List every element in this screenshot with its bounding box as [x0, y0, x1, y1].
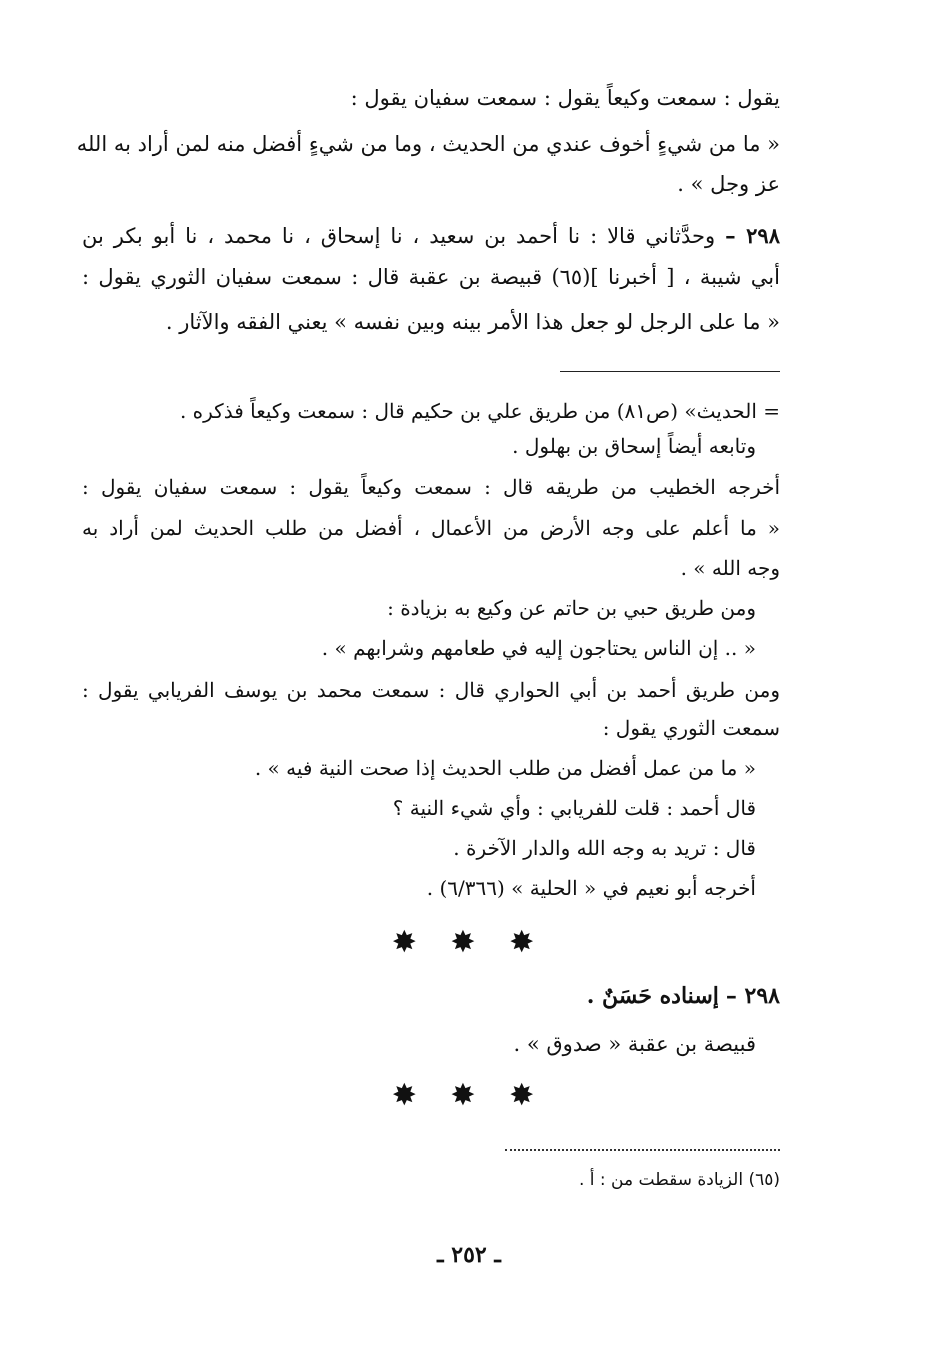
- footnote-dotted-divider: [505, 1149, 780, 1151]
- note-line-6: ومن طريق حبي بن حاتم عن وكيع به بزيادة :: [387, 596, 756, 620]
- footnote-divider: [560, 371, 780, 372]
- entry-number: ٢٩٨ –: [725, 223, 780, 248]
- page-number: ـ ٢٥٢ ـ: [437, 1242, 501, 1268]
- note-line-8: ومن طريق أحمد بن أبي الحواري قال : سمعت محمد بن يوسف الفريابي يقول :: [82, 678, 780, 702]
- note-line-9: سمعت الثوري يقول :: [602, 716, 780, 740]
- grading-text: إسناده حَسَنٌ .: [586, 983, 719, 1009]
- note-line-2: وتابعه أيضاً إسحاق بن بهلول .: [512, 434, 756, 458]
- note-line-12: قال : تريد به وجه الله والدار الآخرة .: [453, 836, 756, 860]
- entry-298-text-1: وحدَّثاني قالا : نا أحمد بن سعيد ، نا إسحاق ، نا محمد ، نا أبو بكر بن: [82, 224, 716, 248]
- note-line-1: = الحديث» (ص٨١) من طريق علي بن حكيم قال : سمعت وكيعاً فذكره .: [179, 399, 780, 423]
- entry-298-line-2: أبي شيبة ، [ أخبرنا ](٦٥) قبيصة بن عقبة قال : سمعت سفيان الثوري يقول :: [82, 265, 780, 289]
- footnote-65: (٦٥) الزيادة سقطت من : أ .: [578, 1170, 780, 1190]
- main-text-line-3: عز وجل » .: [677, 172, 780, 196]
- note-line-3: أخرجه الخطيب من طريقه قال : سمعت وكيعاً يقول : سمعت سفيان يقول :: [82, 475, 780, 499]
- entry-298-line-1: [82, 222, 780, 250]
- note-line-4: « ما أعلم على وجه الأرض من الأعمال ، أفضل من طلب الحديث لمن أراد به: [82, 516, 781, 540]
- grading-detail: قبيصة بن عقبة « صدوق » .: [513, 1032, 756, 1056]
- grading-number: ٢٩٨ –: [725, 983, 780, 1009]
- note-line-5: وجه الله » .: [680, 556, 780, 580]
- main-text-line-2: « ما من شيءٍ أخوف عندي من الحديث ، وما من شيءٍ أفضل منه لمن أراد به الله: [76, 132, 780, 156]
- grading-heading: [587, 982, 780, 1011]
- separator-stars-1: ✸ ✸ ✸: [391, 925, 547, 960]
- entry-298-line-3: « ما على الرجل لو جعل هذا الأمر بينه وبين نفسه » يعني الفقه والآثار .: [165, 310, 780, 334]
- note-line-10: « ما من عمل أفضل من طلب الحديث إذا صحت النية فيه » .: [254, 756, 756, 780]
- note-line-7: « .. إن الناس يحتاجون إليه في طعامهم وشرابهم » .: [321, 636, 756, 660]
- separator-stars-2: ✸ ✸ ✸: [391, 1078, 547, 1113]
- note-line-11: قال أحمد : قلت للفريابي : وأي شيء النية ؟: [392, 796, 756, 820]
- note-line-13: أخرجه أبو نعيم في « الحلية » (٦/٣٦٦) .: [426, 876, 756, 900]
- main-text-line-1: يقول : سمعت وكيعاً يقول : سمعت سفيان يقول :: [350, 86, 780, 110]
